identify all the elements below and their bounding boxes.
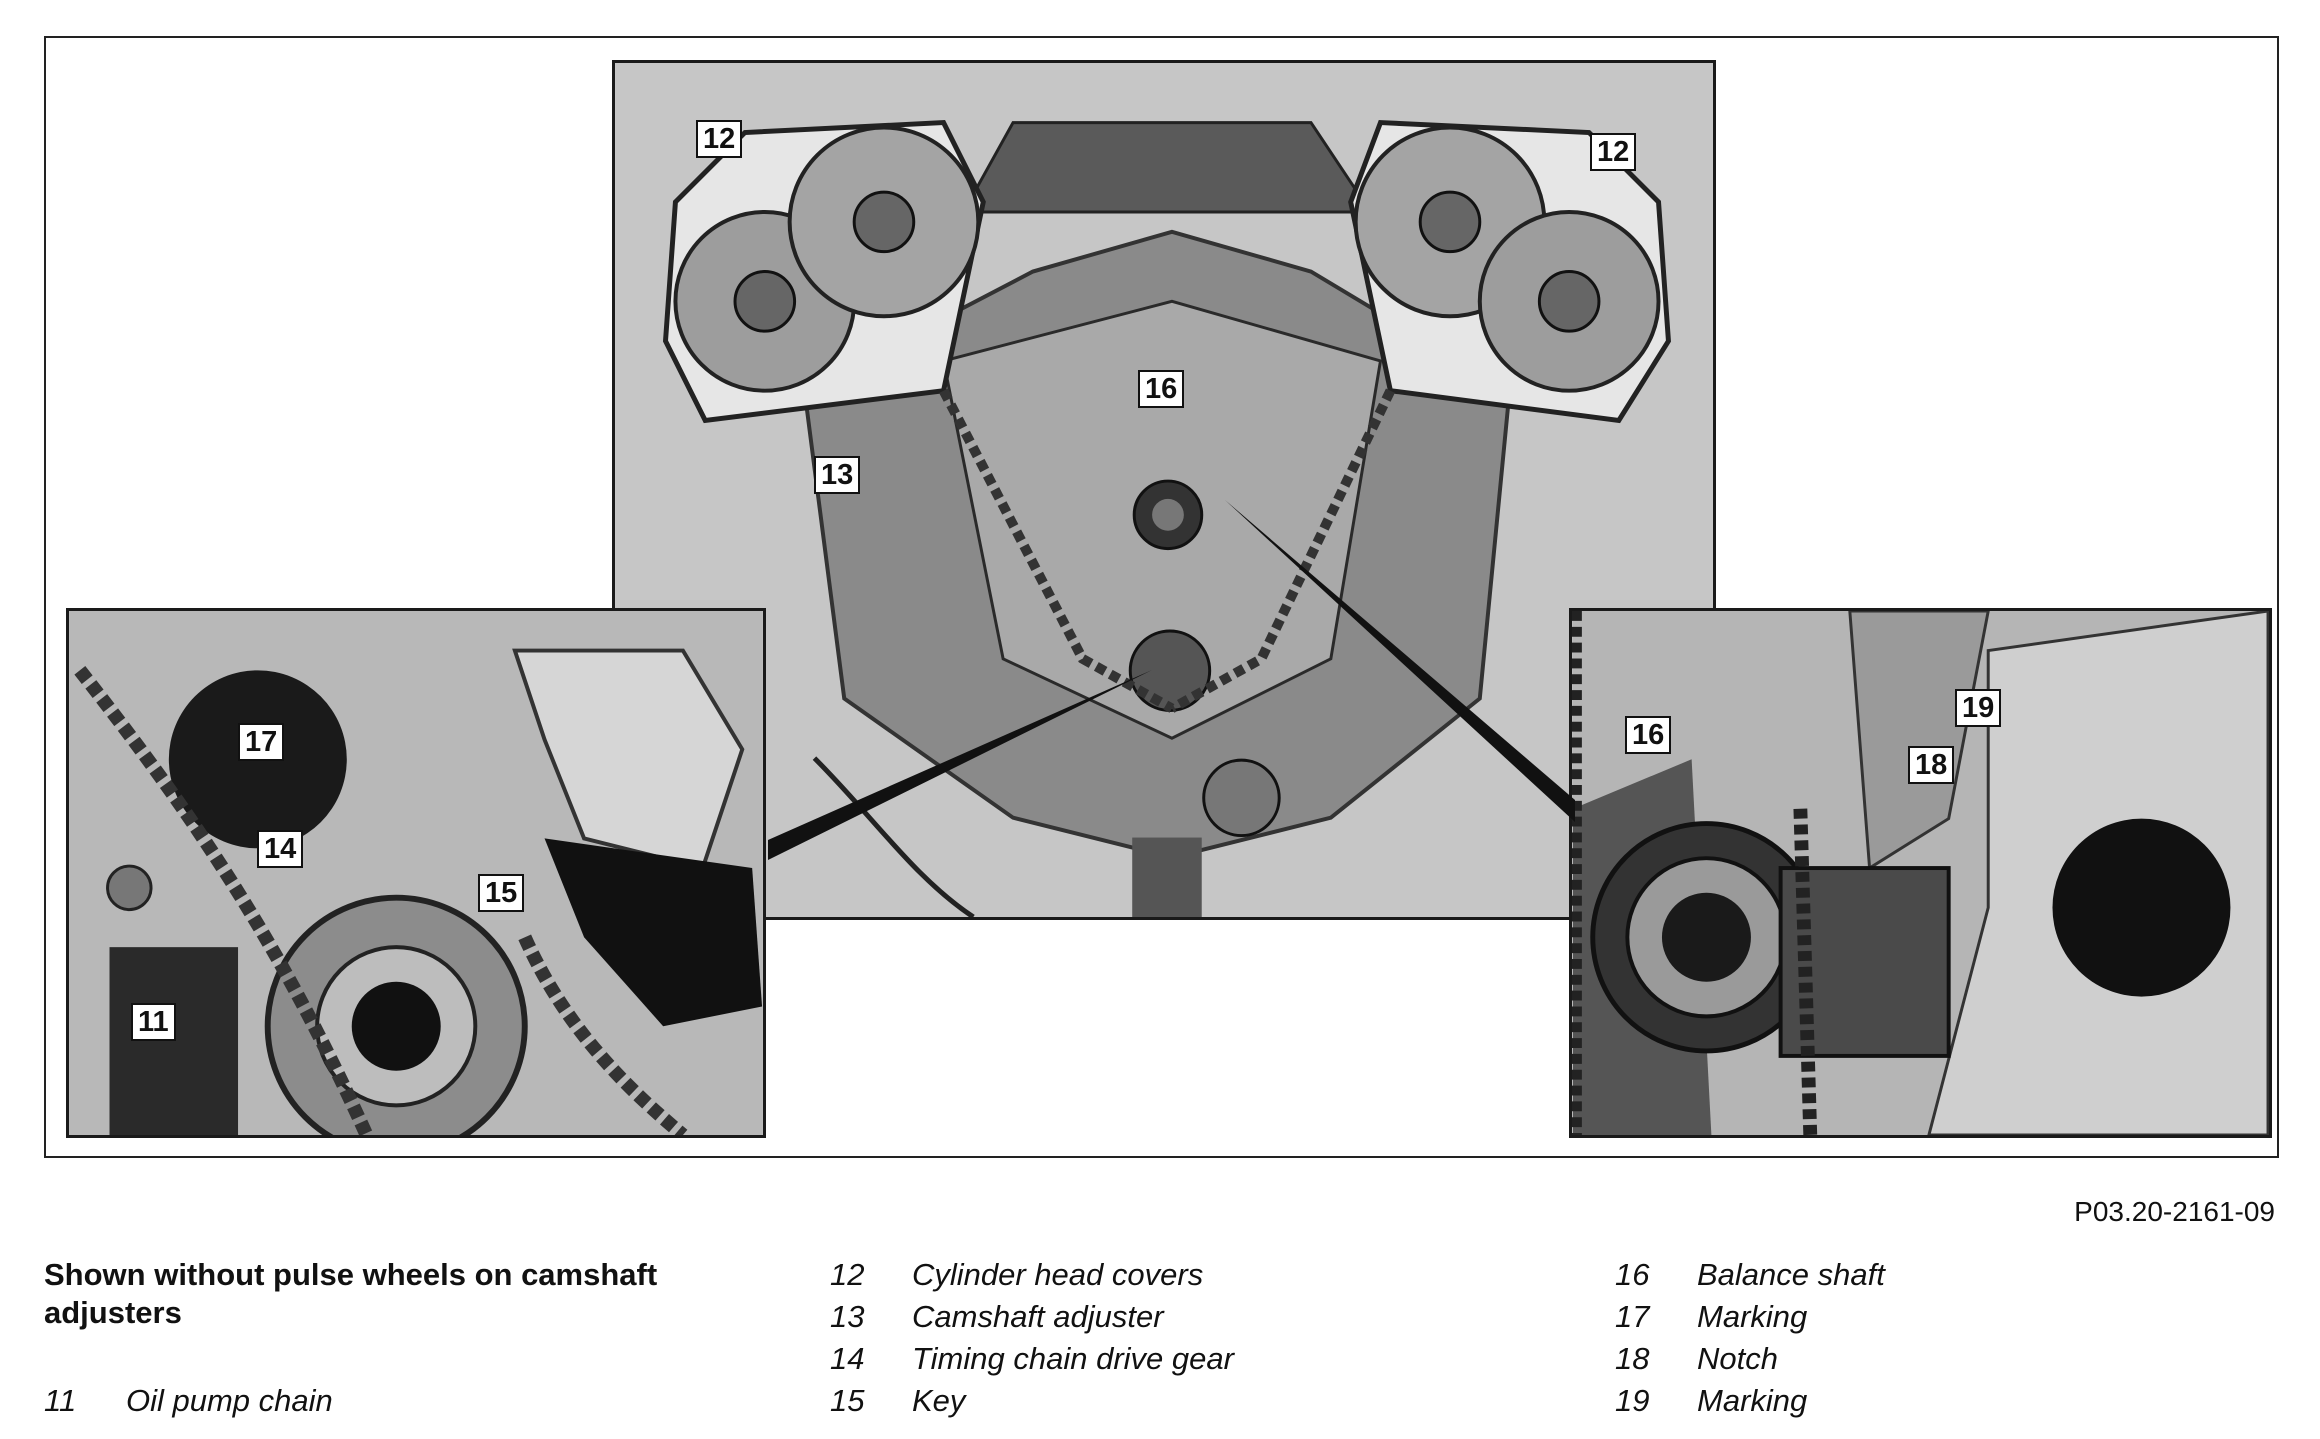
legend-number: 16 [1615,1257,1650,1292]
legend-number: 14 [830,1341,865,1376]
legend-label: Timing chain drive gear [912,1341,1234,1376]
legend-column-2 [830,1254,1234,1422]
detail-photo-balance-shaft [1569,608,2272,1138]
legend-number: 12 [830,1257,865,1292]
callout-12-right: 12 [1590,133,1636,171]
legend-label: Camshaft adjuster [912,1299,1164,1334]
callout-18: 18 [1908,746,1954,784]
legend-label: Cylinder head covers [912,1257,1204,1292]
legend-item [830,1338,1234,1380]
legend-item [1615,1380,1885,1422]
balance-shaft-illustration [1572,611,2269,1135]
figure-reference: P03.20-2161-09 [2074,1196,2275,1227]
legend-number: 19 [1615,1383,1650,1418]
callout-19: 19 [1955,689,2001,727]
legend-label: Notch [1697,1341,1778,1376]
detail-photo-crank-gear [66,608,766,1138]
legend-item [1615,1296,1885,1338]
figure-caption: Shown without pulse wheels on camshaft adjusters [44,1257,658,1330]
callout-16-detail: 16 [1625,716,1671,754]
legend-item [44,1380,333,1422]
callout-17: 17 [238,723,284,761]
legend-number: 18 [1615,1341,1650,1376]
legend-number: 11 [44,1383,77,1418]
legend-label: Balance shaft [1697,1257,1885,1292]
callout-11: 11 [131,1003,176,1041]
legend-item [830,1380,1234,1422]
legend-label: Key [912,1383,966,1418]
legend-label: Marking [1697,1299,1808,1334]
callout-12-left: 12 [696,120,742,158]
legend-item [1615,1338,1885,1380]
callout-15: 15 [478,874,524,912]
engine-illustration [615,63,1713,917]
crank-gear-illustration [69,611,763,1135]
legend-number: 17 [1615,1299,1650,1334]
legend-item [1615,1254,1885,1296]
legend-column-1 [44,1380,333,1422]
legend-label: Marking [1697,1383,1808,1418]
legend-item [830,1296,1234,1338]
legend-column-3 [1615,1254,1885,1422]
legend-item [830,1254,1234,1296]
callout-13: 13 [814,456,860,494]
legend-number: 15 [830,1383,865,1418]
legend-number: 13 [830,1299,865,1334]
callout-16-main: 16 [1138,370,1184,408]
engine-photo-main [612,60,1716,920]
legend-label: Oil pump chain [126,1383,333,1418]
callout-14: 14 [257,830,303,868]
